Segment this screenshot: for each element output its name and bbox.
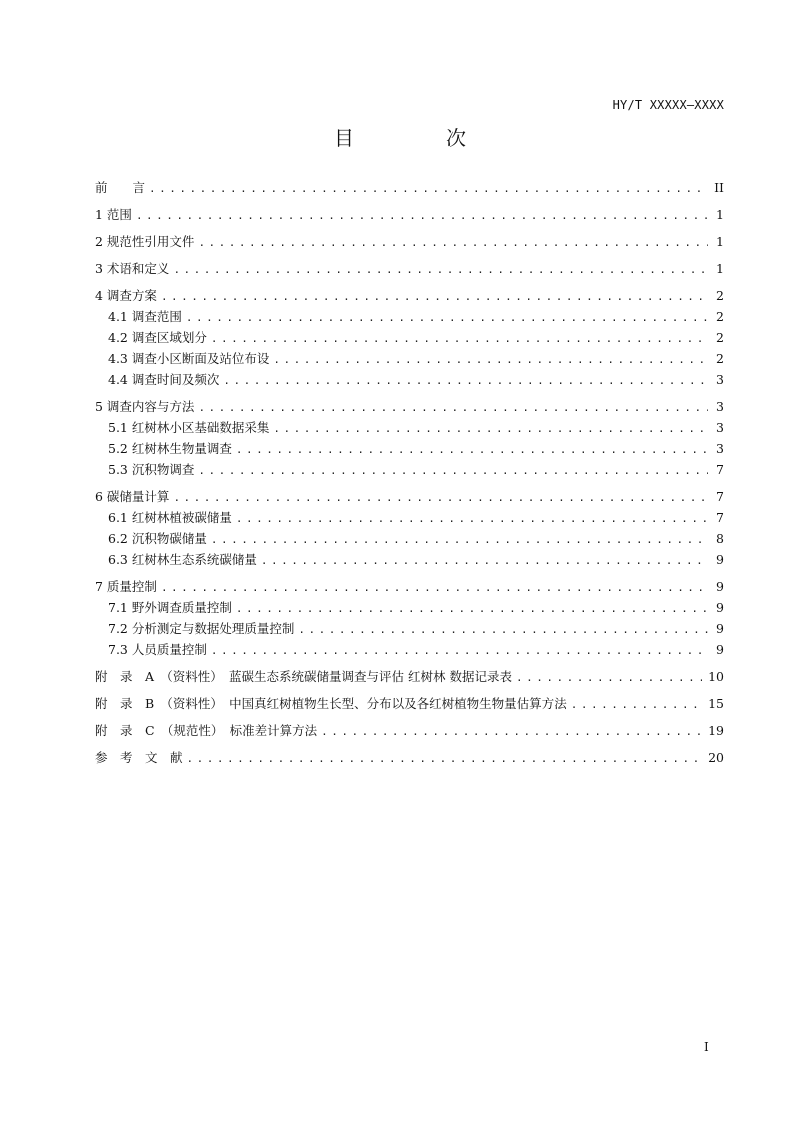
toc-entry-page: 15 <box>708 696 724 711</box>
toc-entry[interactable] <box>95 550 724 571</box>
toc-entry-label: 5.2 红树林生物量调查 <box>108 441 232 456</box>
toc-entry-page: 20 <box>708 750 724 765</box>
toc-entry[interactable] <box>95 598 724 619</box>
toc-entry-page: 9 <box>716 600 724 615</box>
page-number: I <box>704 1040 709 1054</box>
toc-leader-dots <box>211 530 708 550</box>
toc-entry-page: 2 <box>716 288 724 303</box>
toc-entry-label: 5 调查内容与方法 <box>95 399 195 414</box>
toc-entry-page: 7 <box>716 489 724 504</box>
toc-entry[interactable] <box>95 460 724 481</box>
toc-leader-dots <box>273 350 708 370</box>
toc-leader-dots <box>223 371 708 391</box>
toc-entry-label: 3 术语和定义 <box>95 261 170 276</box>
toc-entry-page: 10 <box>708 669 724 684</box>
toc-entry-label: 附 录 C （规范性） 标准差计算方法 <box>95 723 318 738</box>
toc-leader-dots <box>187 749 703 769</box>
toc-entry[interactable] <box>95 259 724 280</box>
toc-entry-page: 1 <box>716 207 724 222</box>
toc-entry-label: 4.3 调查小区断面及站位布设 <box>108 351 270 366</box>
toc-leader-dots <box>298 620 708 640</box>
toc-entry-page: 1 <box>716 261 724 276</box>
toc-entry-page: 2 <box>716 330 724 345</box>
toc-leader-dots <box>173 260 708 280</box>
toc-entry[interactable] <box>95 307 724 328</box>
toc-entry-label: 附 录 A （资料性） 蓝碳生态系统碳储量调查与评估 红树林 数据记录表 <box>95 669 512 684</box>
toc-entry-label: 4 调查方案 <box>95 288 157 303</box>
toc-entry[interactable] <box>95 205 724 226</box>
toc-entry-label: 附 录 B （资料性） 中国真红树植物生长型、分布以及各红树植物生物量估算方法 <box>95 696 567 711</box>
toc-entry-label: 6.2 沉积物碳储量 <box>108 531 207 546</box>
standard-code: HY/T XXXXX—XXXX <box>612 98 724 112</box>
toc-entry-page: 7 <box>716 510 724 525</box>
table-of-contents <box>95 178 724 769</box>
toc-entry[interactable] <box>95 178 724 199</box>
page-title: 目 次 <box>334 126 502 150</box>
toc-leader-dots <box>198 398 708 418</box>
toc-leader-dots <box>211 329 708 349</box>
toc-leader-dots <box>211 641 708 661</box>
toc-leader-dots <box>261 551 708 571</box>
toc-entry[interactable] <box>95 439 724 460</box>
toc-entry-label: 前 言 <box>95 180 146 195</box>
toc-entry[interactable] <box>95 418 724 439</box>
toc-leader-dots <box>236 599 708 619</box>
toc-entry-label: 1 范围 <box>95 207 132 222</box>
toc-entry-page: 19 <box>708 723 724 738</box>
toc-entry-page: 2 <box>716 309 724 324</box>
toc-entry[interactable] <box>95 529 724 550</box>
toc-entry-page: 7 <box>716 462 724 477</box>
toc-leader-dots <box>236 509 708 529</box>
toc-entry-page: 3 <box>716 441 724 456</box>
toc-leader-dots <box>273 419 708 439</box>
toc-entry[interactable] <box>95 577 724 598</box>
toc-entry-label: 7.2 分析测定与数据处理质量控制 <box>108 621 295 636</box>
toc-leader-dots <box>149 179 708 199</box>
toc-entry-page: 9 <box>716 552 724 567</box>
toc-entry-label: 4.2 调查区域划分 <box>108 330 207 345</box>
toc-entry[interactable] <box>95 487 724 508</box>
toc-leader-dots <box>321 722 702 742</box>
toc-leader-dots <box>136 206 708 226</box>
toc-entry[interactable] <box>95 508 724 529</box>
toc-entry-page: 9 <box>716 579 724 594</box>
toc-leader-dots <box>198 461 708 481</box>
toc-entry[interactable] <box>95 232 724 253</box>
toc-entry-page: 3 <box>716 399 724 414</box>
toc-entry-page: 9 <box>716 621 724 636</box>
toc-entry-label: 5.3 沉积物调查 <box>108 462 195 477</box>
toc-entry-label: 6.3 红树林生态系统碳储量 <box>108 552 257 567</box>
toc-entry-label: 7.1 野外调查质量控制 <box>108 600 232 615</box>
toc-entry[interactable] <box>95 748 724 769</box>
toc-entry[interactable] <box>95 640 724 661</box>
toc-leader-dots <box>571 695 702 715</box>
toc-entry-label: 5.1 红树林小区基础数据采集 <box>108 420 270 435</box>
toc-leader-dots <box>236 440 708 460</box>
toc-entry-page: 1 <box>716 234 724 249</box>
toc-entry[interactable] <box>95 619 724 640</box>
toc-entry-label: 参 考 文 献 <box>95 750 183 765</box>
toc-entry-label: 7 质量控制 <box>95 579 157 594</box>
toc-entry-page: 3 <box>716 420 724 435</box>
toc-entry[interactable] <box>95 370 724 391</box>
toc-entry-page: 9 <box>716 642 724 657</box>
toc-leader-dots <box>186 308 708 328</box>
toc-leader-dots <box>161 578 708 598</box>
toc-leader-dots <box>161 287 708 307</box>
toc-leader-dots <box>198 233 708 253</box>
toc-entry-label: 4.1 调查范围 <box>108 309 182 324</box>
toc-entry-page: II <box>714 180 724 195</box>
toc-entry[interactable] <box>95 286 724 307</box>
toc-entry[interactable] <box>95 667 724 688</box>
toc-entry-label: 6.1 红树林植被碳储量 <box>108 510 232 525</box>
toc-entry-label: 6 碳储量计算 <box>95 489 170 504</box>
toc-entry[interactable] <box>95 721 724 742</box>
toc-entry-page: 8 <box>716 531 724 546</box>
toc-leader-dots <box>516 668 702 688</box>
toc-entry-label: 4.4 调查时间及频次 <box>108 372 220 387</box>
toc-entry-label: 2 规范性引用文件 <box>95 234 195 249</box>
toc-entry-label: 7.3 人员质量控制 <box>108 642 207 657</box>
toc-entry-page: 2 <box>716 351 724 366</box>
toc-entry[interactable] <box>95 397 724 418</box>
toc-entry[interactable] <box>95 328 724 349</box>
toc-entry-page: 3 <box>716 372 724 387</box>
toc-leader-dots <box>173 488 708 508</box>
toc-entry[interactable] <box>95 694 724 715</box>
toc-entry[interactable] <box>95 349 724 370</box>
